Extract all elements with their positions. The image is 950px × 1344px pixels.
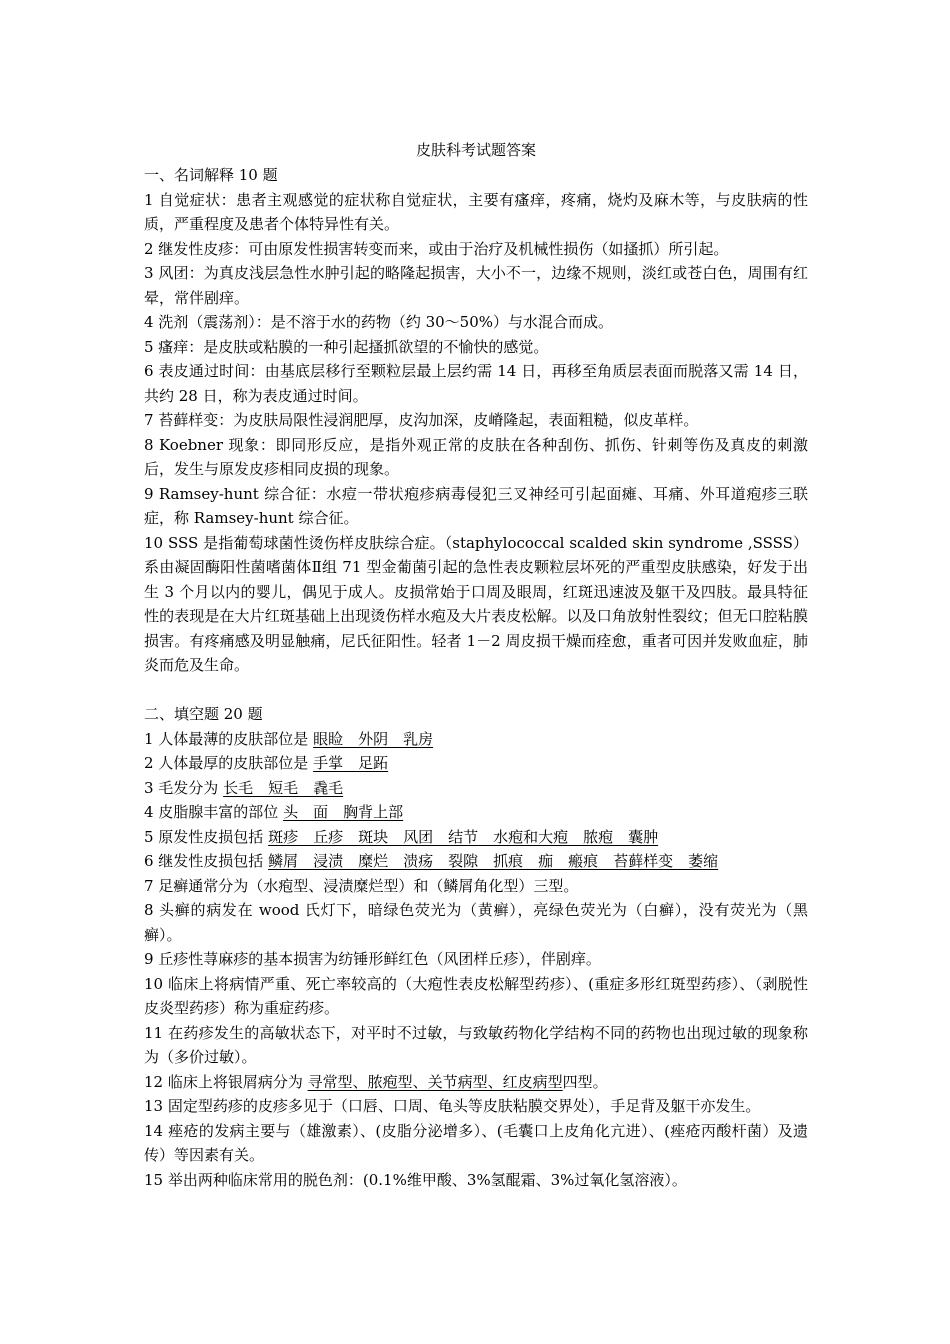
question-suffix: 四型。 (562, 1072, 608, 1091)
definition-item: 7 苔藓样变：为皮肤局限性浸润肥厚，皮沟加深，皮嵴隆起，表面粗糙，似皮革样。 (144, 411, 699, 429)
fill-in-item (144, 1119, 808, 1168)
question-text: 1 人体最薄的皮肤部位是 (144, 729, 314, 748)
fill-in-item (144, 849, 808, 874)
question-text: 14 痤疮的发病主要与（雄激素）、(皮脂分泌增多）、(毛囊口上皮角化亢进）、(痤疮丙酸杆菌）及遗传）等因素有关。 (144, 1121, 808, 1164)
answer-underlined: 眼睑 外阴 乳房 (313, 729, 434, 748)
definition-item: 9 Ramsey-hunt 综合征：水痘一带状疱疹病毒侵犯三叉神经可引起面瘫、耳痛、外耳道疱疹三联症，称 Ramsey-hunt 综合征。 (144, 484, 808, 527)
fill-in-item (144, 825, 808, 850)
question-text: 15 举出两种临床常用的脱色剂：(0.1%维甲酸、3%氢醌霜、3%过氧化氢溶液）。 (144, 1170, 687, 1189)
definition-item: 5 瘙痒：是皮肤或粘膜的一种引起搔抓欲望的不愉快的感觉。 (144, 337, 549, 356)
fill-in-item (144, 972, 808, 1021)
section-heading-definitions: 一、名词解释 10 题 (144, 166, 278, 184)
question-text: 8 头癣的病发在 wood 氏灯下，暗绿色荧光为（黄癣），亮绿色荧光为（白癣），没有荧光为（黑癣）。 (144, 901, 808, 944)
definition-item: 2 继发性皮疹：可由原发性损害转变而来，或由于治疗及机械性损伤（如搔抓）所引起。 (144, 239, 729, 258)
fill-in-item (144, 800, 808, 825)
fill-in-item (144, 947, 808, 972)
document-content (144, 138, 808, 1192)
answer-underlined: 头 面 胸背上部 (283, 803, 404, 821)
definition-item: 1 自觉症状：患者主观感觉的症状称自觉症状，主要有瘙痒，疼痛，烧灼及麻木等，与皮肤病的性质，严重程度及患者个体特异性有关。 (144, 190, 808, 233)
answer-underlined: 长毛 短毛 毳毛 (223, 778, 344, 797)
question-text: 9 丘疹性荨麻疹的基本损害为纺锤形鲜红色（风团样丘疹），伴剧痒。 (144, 950, 601, 968)
answer-underlined: 鳞屑 浸渍 糜烂 溃疡 裂隙 抓痕 痂 瘢痕 苔藓样变 萎缩 (268, 852, 719, 870)
question-text: 7 足癣通常分为（水疱型、浸渍糜烂型）和（鳞屑角化型）三型。 (144, 876, 579, 895)
question-text: 3 毛发分为 (144, 778, 224, 797)
fill-in-item (144, 1168, 808, 1193)
question-text: 4 皮脂腺丰富的部位 (144, 803, 284, 821)
fill-in-item (144, 898, 808, 947)
spacer (144, 678, 808, 703)
answer-underlined: 手掌 足跖 (313, 754, 389, 772)
question-text: 5 原发性皮损包括 (144, 827, 269, 846)
section-heading-fill-in: 二、填空题 20 题 (144, 705, 263, 723)
question-text: 11 在药疹发生的高敏状态下，对平时不过敏，与致敏药物化学结构不同的药物也出现过敏的现象称为（多价过敏）。 (144, 1023, 808, 1066)
question-text: 13 固定型药疹的皮疹多见于（口唇、口周、龟头等皮肤粘膜交界处），手足背及躯干亦发生。 (144, 1097, 761, 1115)
question-text: 10 临床上将病情严重、死亡率较高的（大疱性表皮松解型药疹）、(重症多形红斑型药疹）、（剥脱性皮炎型药疹）称为重症药疹。 (144, 974, 808, 1017)
fill-in-item (144, 727, 808, 752)
fill-in-item (144, 776, 808, 801)
answer-underlined: 斑疹 丘疹 斑块 风团 结节 水疱和大疱 脓疱 囊肿 (268, 827, 659, 846)
fill-in-item (144, 751, 808, 776)
document-title: 皮肤科考试题答案 (415, 141, 536, 159)
question-text: 6 继发性皮损包括 (144, 852, 269, 870)
definition-item: 3 风团：为真皮浅层急性水肿引起的略隆起损害，大小不一，边缘不规则，淡红或苍白色，周围有红晕，常伴剧痒。 (144, 264, 808, 307)
fill-in-item (144, 1094, 808, 1119)
fill-in-item (144, 1021, 808, 1070)
answer-underlined: 寻常型、脓疱型、关节病型、红皮病型 (307, 1072, 563, 1091)
definition-item: 6 表皮通过时间：由基底层移行至颗粒层最上层约需 14 日，再移至角质层表面而脱落又需 14 日，共约 28 日，称为表皮通过时间。 (144, 362, 808, 405)
question-text: 2 人体最厚的皮肤部位是 (144, 754, 314, 772)
definition-item: 10 SSS 是指葡萄球菌性烫伤样皮肤综合症。（staphylococcal scalded skin syndrome ,SSSS）系由凝固酶阳性菌嗜菌体Ⅱ组 71 型金葡菌引起的急性表皮颗粒层坏死的严重型皮肤感染，好发于出生 3 个月以内的婴儿，偶见于成人。皮损常始于口周及眼周，红斑迅速波及躯干及四肢。最具特征性的表现是在大片红斑基础上出现烫伤样水疱及大片表皮松解。以及口角放射性裂纹；但无口腔粘膜损害。有疼痛感及明显触痛，尼氏征阳性。轻者 1－2 周皮损干燥而痊愈，重者可因并发败血症，肺炎而危及生命。 (144, 533, 808, 674)
fill-in-item (144, 1070, 808, 1095)
fill-in-list (144, 727, 808, 1193)
definition-item: 8 Koebner 现象：即同形反应，是指外观正常的皮肤在各种刮伤、抓伤、针刺等伤及真皮的刺激后，发生与原发皮疹相同皮损的现象。 (144, 435, 808, 478)
fill-in-item (144, 874, 808, 899)
definitions-list (144, 188, 808, 678)
definition-item: 4 洗剂（震荡剂）：是不溶于水的药物（约 30～50%）与水混合而成。 (144, 313, 614, 331)
question-text: 12 临床上将银屑病分为 (144, 1072, 308, 1091)
